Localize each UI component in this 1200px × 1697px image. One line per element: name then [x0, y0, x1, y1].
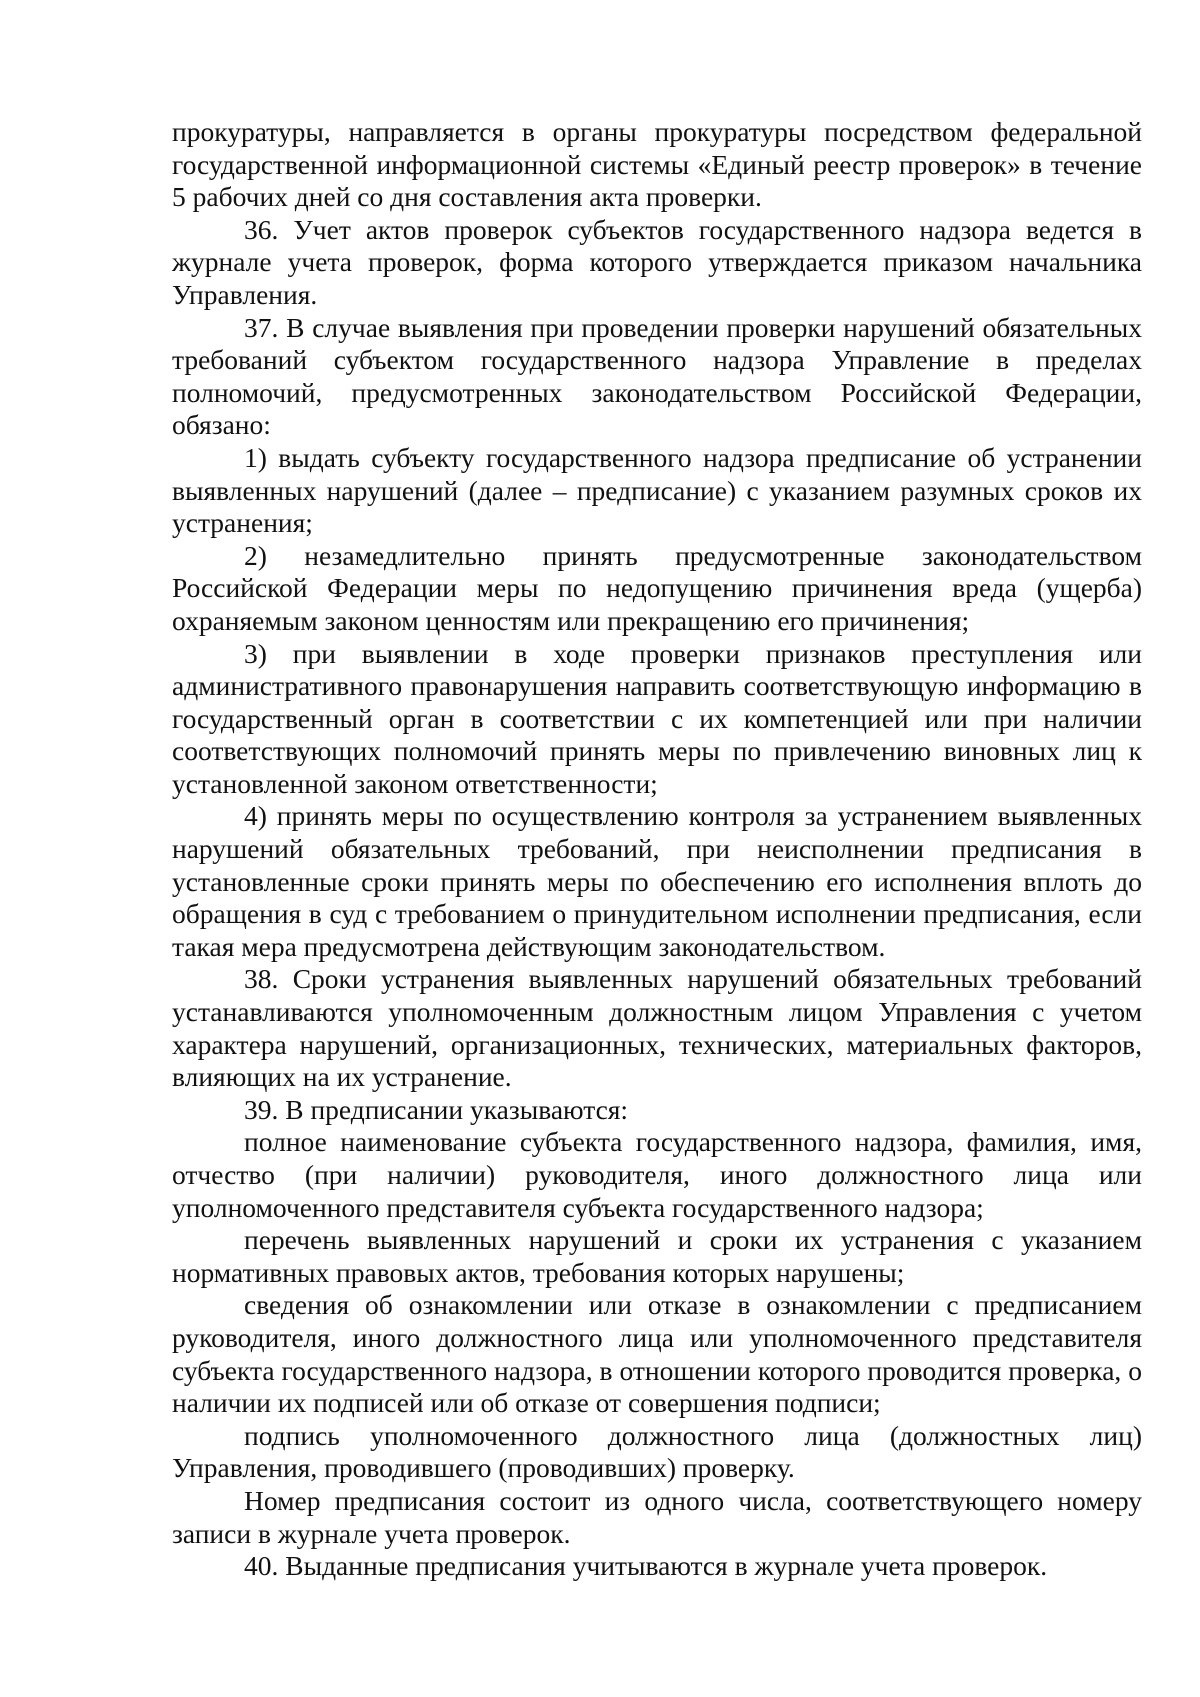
paragraph-subitem-4: 4) принять меры по осуществлению контроля за устранением выявленных нарушений обязательных требований, при неисполнении предписания в установленные сроки принять меры по обеспечению его исполнения вплоть до обращения в суд с требованием о принудительном исполнении предписания, если такая мера предусмотрена действующим законодательством.	[172, 800, 1142, 962]
paragraph-item-36: 36. Учет актов проверок субъектов государственного надзора ведется в журнале учета проверок, форма которого утверждается приказом начальника Управления.	[172, 213, 1142, 310]
paragraph-prescription-number: Номер предписания состоит из одного числа, соответствующего номеру записи в журнале учета проверок.	[172, 1484, 1142, 1549]
paragraph-39-subject-name: полное наименование субъекта государственного надзора, фамилия, имя, отчество (при наличии) руководителя, иного должностного лица или уполномоченного представителя субъекта государственного надзора;	[172, 1126, 1142, 1223]
paragraph-39-signature: подпись уполномоченного должностного лица (должностных лиц) Управления, проводившего (проводивших) проверку.	[172, 1419, 1142, 1484]
document-page	[172, 116, 1142, 1583]
paragraph-item-40: 40. Выданные предписания учитываются в журнале учета проверок.	[244, 1550, 1048, 1582]
paragraph-item-37: 37. В случае выявления при проведении проверки нарушений обязательных требований субъектом государственного надзора Управление в пределах полномочий, предусмотренных законодательством Российской Федерации, обязано:	[172, 311, 1142, 441]
paragraph-39-acknowledgement: сведения об ознакомлении или отказе в ознакомлении с предписанием руководителя, иного должностного лица или уполномоченного представителя субъекта государственного надзора, в отношении которого проводится проверка, о наличии их подписей или об отказе от совершения подписи;	[172, 1289, 1142, 1419]
paragraph-continuation: прокуратуры, направляется в органы прокуратуры посредством федеральной государственной информационной системы «Единый реестр проверок» в течение 5 рабочих дней со дня составления акта проверки.	[172, 116, 1142, 213]
paragraph-subitem-3: 3) при выявлении в ходе проверки признаков преступления или административного правонарушения направить соответствующую информацию в государственный орган в соответствии с их компетенцией или при наличии соответствующих полномочий принять меры по привлечению виновных лиц к установленной законом ответственности;	[172, 637, 1142, 799]
paragraph-item-38: 38. Сроки устранения выявленных нарушений обязательных требований устанавливаются уполномоченным должностным лицом Управления с учетом характера нарушений, организационных, технических, материальных факторов, влияющих на их устранение.	[172, 963, 1142, 1093]
paragraph-39-violations-list: перечень выявленных нарушений и сроки их устранения с указанием нормативных правовых актов, требования которых нарушены;	[172, 1224, 1142, 1288]
paragraph-subitem-1: 1) выдать субъекту государственного надзора предписание об устранении выявленных нарушений (далее – предписание) с указанием разумных сроков их устранения;	[172, 441, 1142, 539]
paragraph-subitem-2: 2) незамедлительно принять предусмотренные законодательством Российской Федерации меры по недопущению причинения вреда (ущерба) охраняемым законом ценностям или прекращению его причинения;	[172, 539, 1142, 636]
paragraph-item-39: 39. В предписании указываются:	[244, 1093, 629, 1125]
